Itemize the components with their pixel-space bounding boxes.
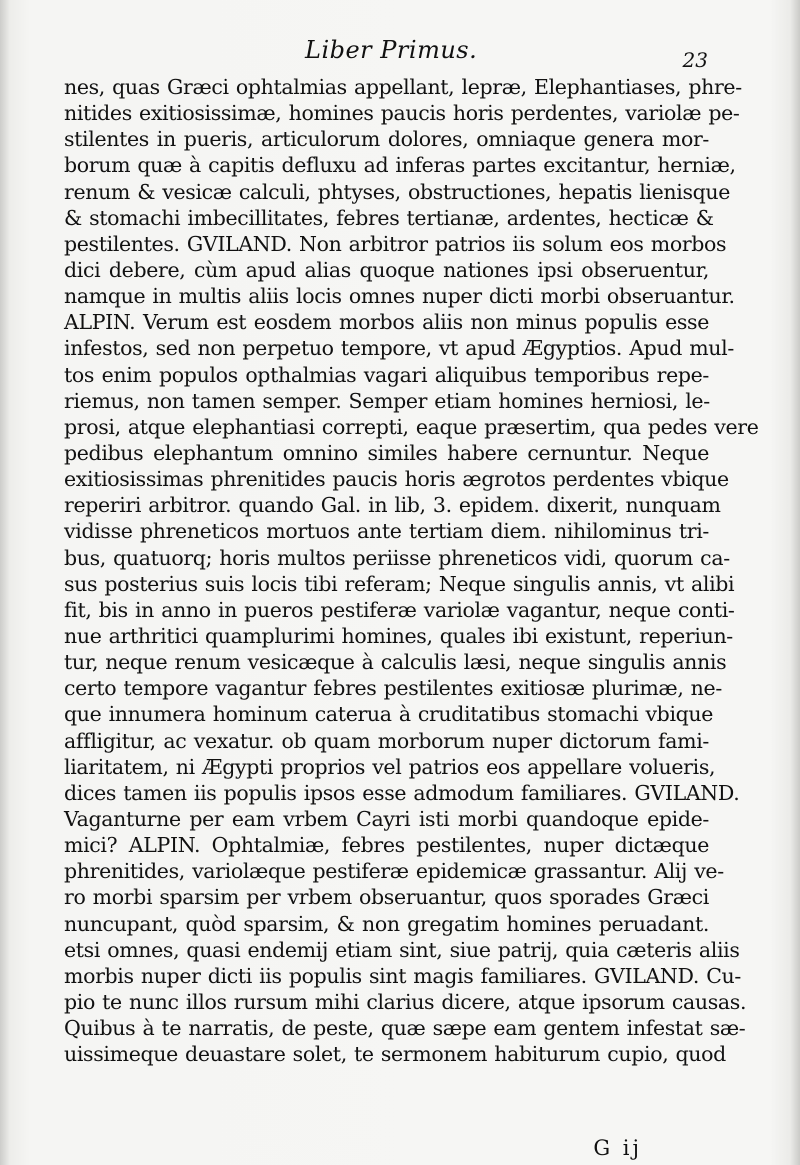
text-line: uissimeque deuastare solet, te sermonem habiturum cupio, quod	[64, 1042, 726, 1067]
text-line: renum & vesicæ calculi, phtyses, obstructiones, hepatis lienisque	[64, 179, 731, 204]
text-line: borum quæ à capitis defluxu ad inferas partes excitantur, herniæ,	[64, 153, 736, 178]
text-line: exitiosissimas phrenitides paucis horis ægrotos perdentes vbique	[64, 467, 729, 492]
text-line: prosi, atque elephantiasi correpti, eaque præsertim, qua pedes vere	[64, 414, 759, 439]
page-number: 23	[682, 48, 708, 72]
text-line: mici? ALPIN. Ophtalmiæ, febres pestilentes, nuper dictæque	[64, 833, 709, 858]
text-line: vidisse phreneticos mortuos ante tertiam diem. nihilominus tri-	[64, 519, 709, 544]
text-line: nue arthritici quamplurimi homines, quales ibi existunt, reperiun-	[64, 623, 733, 648]
text-line: pio te nunc illos rursum mihi clarius dicere, atque ipsorum causas.	[64, 989, 747, 1014]
text-line: tur, neque renum vesicæque à calculis læsi, neque singulis annis	[64, 650, 727, 675]
text-line: pestilentes. GVILAND. Non arbitror patrios iis solum eos morbos	[64, 231, 727, 256]
text-line: bus, quatuorq; horis multos periisse phreneticos vidi, quorum ca-	[64, 545, 730, 570]
text-line: pedibus elephantum omnino similes habere cernuntur. Neque	[64, 440, 709, 465]
text-line: ro morbi sparsim per vrbem obseruantur, quos sporades Græci	[64, 885, 709, 910]
page-left-edge-shadow	[0, 0, 10, 1165]
text-line: dices tamen iis populis ipsos esse admodum familiares. GVILAND.	[64, 780, 740, 805]
text-line: reperiri arbitror. quando Gal. in lib, 3. epidem. dixerit, nunquam	[64, 493, 721, 518]
text-line: que innumera hominum caterua à cruditatibus stomachi vbique	[64, 702, 714, 727]
text-line: affligitur, ac vexatur. ob quam morborum nuper dictorum fami-	[64, 728, 709, 753]
text-line: morbis nuper dicti iis populis sint magis familiares. GVILAND. Cu-	[64, 963, 741, 988]
text-line: dici debere, cùm apud alias quoque nationes ipsi obseruentur,	[64, 257, 709, 282]
text-line: phrenitides, variolæque pestiferæ epidemicæ grassantur. Alij ve-	[64, 859, 724, 884]
page-header	[60, 36, 708, 76]
text-line: stilentes in pueris, articulorum dolores, omniaque genera mor-	[64, 127, 709, 152]
text-line: & stomachi imbecillitates, febres tertianæ, ardentes, hecticæ &	[64, 205, 714, 230]
text-line: infestos, sed non perpetuo tempore, vt apud Ægyptios. Apud mul-	[64, 336, 734, 361]
text-line: fit, bis in anno in pueros pestiferæ variolæ vagantur, neque conti-	[64, 597, 735, 622]
text-line: namque in multis aliis locis omnes nuper dicti morbi obseruantur.	[64, 284, 735, 309]
text-line: sus posterius suis locis tibi referam; Neque singulis annis, vt alibi	[64, 571, 735, 596]
body-text	[64, 74, 759, 1067]
text-line: ALPIN. Verum est eosdem morbos aliis non minus populis esse	[64, 310, 709, 335]
running-head: Liber Primus.	[305, 36, 478, 64]
text-line: nuncupant, quòd sparsim, & non gregatim homines peruadant.	[64, 911, 709, 936]
text-line: Vaganturne per eam vrbem Cayri isti morbi quandoque epide-	[64, 806, 709, 831]
text-line: nes, quas Græci ophtalmias appellant, lepræ, Elephantiases, phre-	[64, 75, 742, 99]
page-right-edge-shadow	[790, 0, 800, 1165]
text-line: etsi omnes, quasi endemij etiam sint, siue patrij, quia cæteris aliis	[64, 937, 740, 962]
text-line: nitides exitiosissimæ, homines paucis horis perdentes, variolæ pe-	[64, 101, 740, 126]
text-line: liaritatem, ni Ægypti proprios vel patrios eos appellare volueris,	[64, 754, 716, 779]
signature-mark: G ij	[593, 1136, 642, 1160]
text-line: certo tempore vagantur febres pestilentes exitiosæ plurimæ, ne-	[64, 676, 722, 701]
text-line: Quibus à te narratis, de peste, quæ sæpe eam gentem infestat sæ-	[64, 1016, 746, 1041]
text-line: riemus, non tamen semper. Semper etiam homines herniosi, le-	[64, 388, 710, 413]
text-line: tos enim populos opthalmias vagari aliquibus temporibus repe-	[64, 362, 709, 387]
